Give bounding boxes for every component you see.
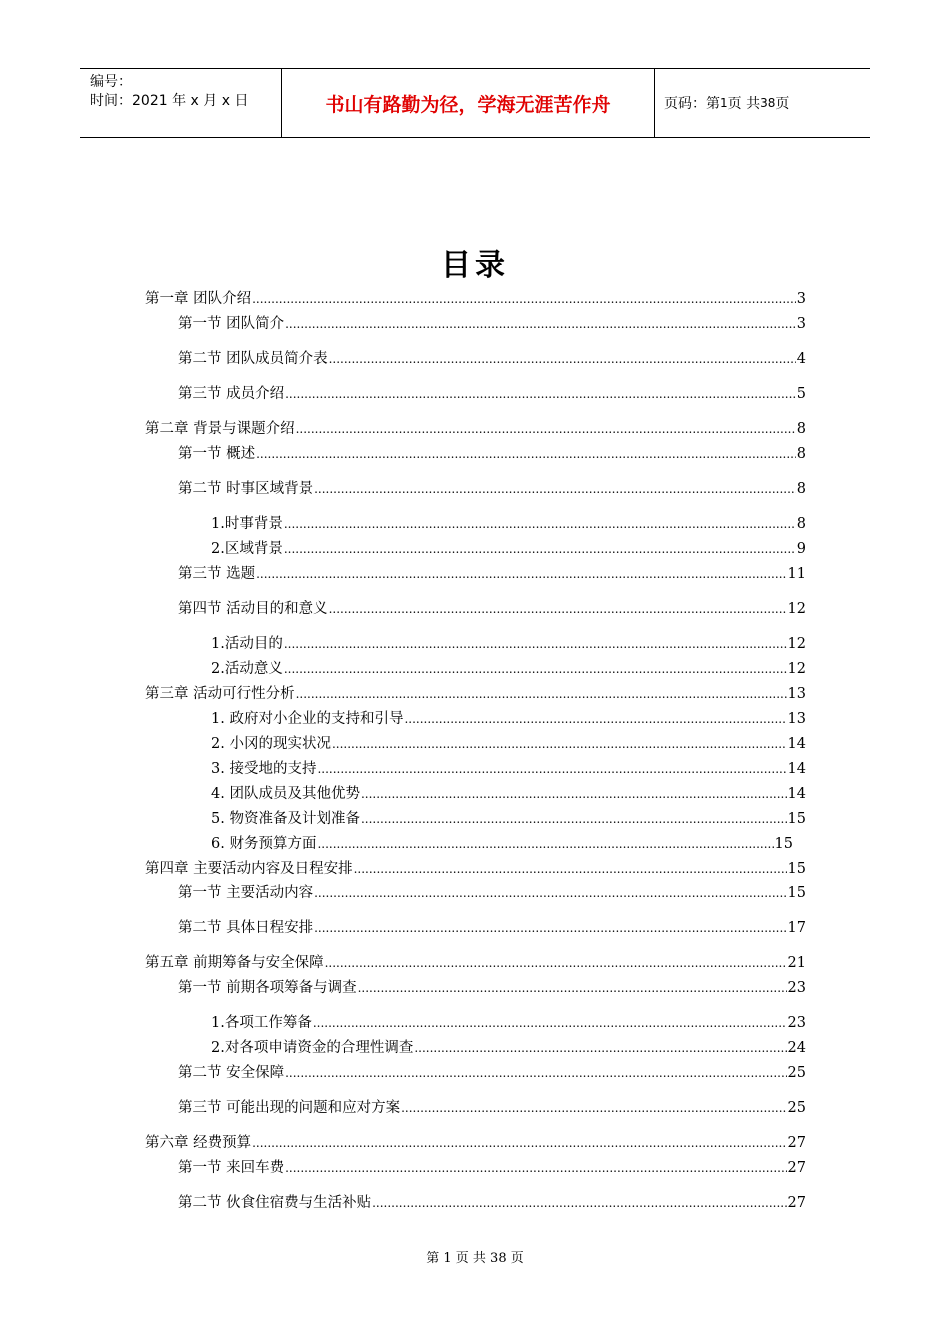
- toc-entry[interactable]: [178, 1156, 806, 1176]
- toc-entry-page: 14: [787, 736, 806, 752]
- toc-entry[interactable]: [145, 857, 806, 877]
- toc-leader: [329, 601, 787, 617]
- toc-entry-page: 14: [787, 761, 806, 777]
- toc-entry[interactable]: [211, 782, 806, 802]
- toc-leader: [401, 1100, 786, 1116]
- toc-entry-page: 11: [787, 566, 806, 582]
- toc-entry[interactable]: [211, 707, 806, 727]
- toc-entry-label: 第四节 活动目的和意义: [178, 601, 328, 617]
- toc-leader: [317, 761, 786, 777]
- toc-entry-page: 8: [796, 516, 806, 532]
- toc-entry[interactable]: [178, 1061, 806, 1081]
- toc-leader: [372, 1195, 786, 1211]
- toc-entry[interactable]: [178, 597, 806, 617]
- toc-entry-label: 第一章 团队介绍: [145, 291, 252, 307]
- toc-leader: [285, 316, 796, 332]
- toc-entry[interactable]: [211, 512, 806, 532]
- toc-leader: [285, 1160, 786, 1176]
- toc-entry-page: 8: [796, 446, 806, 462]
- toc-leader: [284, 636, 787, 652]
- toc-entry-label: 1.时事背景: [211, 516, 283, 532]
- toc-entry-page: 15: [787, 811, 806, 827]
- toc-leader: [285, 386, 796, 402]
- doc-time-label: 时间：2021 年 x 月 x 日: [90, 93, 249, 109]
- toc-entry-label: 第三节 成员介绍: [178, 386, 285, 402]
- toc-entry[interactable]: [178, 976, 806, 996]
- toc-leader: [317, 836, 773, 852]
- toc-entry-label: 第五章 前期筹备与安全保障: [145, 955, 324, 971]
- toc-entry[interactable]: [211, 1011, 806, 1031]
- header-page-info: [654, 69, 870, 137]
- toc-leader: [361, 786, 787, 802]
- toc-leader: [325, 955, 787, 971]
- page-info-suffix: 页: [775, 96, 790, 112]
- toc-entry-page: 27: [787, 1135, 806, 1151]
- toc-leader: [284, 661, 787, 677]
- toc-entry[interactable]: [145, 1131, 806, 1151]
- toc-entry-page: 12: [787, 661, 806, 677]
- toc-leader: [252, 291, 796, 307]
- toc-entry[interactable]: [178, 1096, 806, 1116]
- toc-entry-label: 第三节 可能出现的问题和应对方案: [178, 1100, 401, 1116]
- toc-entry[interactable]: [211, 807, 806, 827]
- toc-leader: [314, 920, 786, 936]
- toc-leader: [256, 446, 796, 462]
- toc-entry-page: 3: [796, 316, 806, 332]
- toc-entry-label: 2.活动意义: [211, 661, 283, 677]
- toc-leader: [332, 736, 787, 752]
- toc-entry[interactable]: [145, 682, 806, 702]
- toc-entry[interactable]: [145, 951, 806, 971]
- toc-leader: [285, 1065, 786, 1081]
- header-motto: 书山有路勤为径，学海无涯苦作舟: [282, 69, 655, 137]
- toc-leader: [284, 516, 796, 532]
- toc-entry[interactable]: [145, 287, 806, 307]
- toc-entry-label: 5. 物资准备及计划准备: [211, 811, 360, 827]
- toc-entry-label: 第一节 团队简介: [178, 316, 285, 332]
- toc-entry-label: 第一节 概述: [178, 446, 256, 462]
- toc-leader: [414, 1040, 786, 1056]
- toc-entry-page: 25: [787, 1100, 806, 1116]
- toc-entry-label: 第一节 前期各项筹备与调查: [178, 980, 357, 996]
- toc-leader: [358, 980, 787, 996]
- page-info-mid: 页 共: [727, 96, 761, 112]
- toc-entry-label: 第二章 背景与课题介绍: [145, 421, 295, 437]
- page-info-total: 38: [760, 96, 776, 110]
- toc-leader: [314, 481, 796, 497]
- toc-entry-page: 13: [787, 686, 806, 702]
- toc-entry-label: 第三章 活动可行性分析: [145, 686, 295, 702]
- toc-entry-page: 12: [787, 636, 806, 652]
- toc-entry[interactable]: [178, 562, 806, 582]
- toc-entry[interactable]: [211, 657, 806, 677]
- toc-entry-page: 25: [787, 1065, 806, 1081]
- toc-entry-page: 15: [787, 885, 806, 901]
- toc-entry-label: 3. 接受地的支持: [211, 761, 317, 777]
- toc-entry[interactable]: [211, 632, 806, 652]
- page-title: 目录: [441, 248, 509, 283]
- toc-entry-label: 1.各项工作筹备: [211, 1015, 312, 1031]
- toc-entry-label: 第六章 经费预算: [145, 1135, 252, 1151]
- toc-entry-label: 第二节 时事区域背景: [178, 481, 314, 497]
- toc-entry-page: 23: [787, 980, 806, 996]
- toc-entry-label: 第二节 具体日程安排: [178, 920, 314, 936]
- toc-entry-label: 第三节 选题: [178, 566, 256, 582]
- toc-entry-label: 1. 政府对小企业的支持和引导: [211, 711, 404, 727]
- toc-entry-label: 1.活动目的: [211, 636, 283, 652]
- page-info-current: 1: [720, 96, 728, 110]
- toc-entry[interactable]: [178, 1191, 806, 1211]
- toc-leader: [354, 861, 787, 877]
- toc-entry-label: 第二节 伙食住宿费与生活补贴: [178, 1195, 372, 1211]
- toc-entry-page: 13: [787, 711, 806, 727]
- toc-entry-label: 第四章 主要活动内容及日程安排: [145, 861, 353, 877]
- toc-leader: [252, 1135, 786, 1151]
- toc-entry-page: 3: [796, 291, 806, 307]
- toc-leader: [404, 711, 786, 727]
- toc-entry[interactable]: [178, 312, 806, 332]
- toc-entry[interactable]: [178, 881, 806, 901]
- toc-entry-page: 23: [787, 1015, 806, 1031]
- toc-entry-page: 8: [796, 481, 806, 497]
- toc-entry[interactable]: [178, 382, 806, 402]
- toc-leader: [284, 541, 796, 557]
- toc-leader: [256, 566, 786, 582]
- toc-entry-page: 8: [796, 421, 806, 437]
- toc-leader: [296, 686, 787, 702]
- toc-entry-page: 27: [787, 1160, 806, 1176]
- toc-entry-page: 15: [774, 836, 793, 852]
- doc-number-label: 编号：: [90, 74, 132, 90]
- toc-entry-label: 2.区域背景: [211, 541, 283, 557]
- toc-entry[interactable]: [178, 477, 806, 497]
- toc-entry-label: 第二节 团队成员简介表: [178, 351, 328, 367]
- toc-entry-label: 6. 财务预算方面: [211, 836, 317, 852]
- toc-entry-label: 第一节 主要活动内容: [178, 885, 314, 901]
- toc-entry-label: 第二节 安全保障: [178, 1065, 285, 1081]
- toc-entry-label: 2. 小冈的现实状况: [211, 736, 331, 752]
- page-footer: 第 1 页 共 38 页: [426, 1251, 524, 1266]
- toc-leader: [329, 351, 796, 367]
- toc-entry-label: 2.对各项申请资金的合理性调查: [211, 1040, 414, 1056]
- toc-entry[interactable]: [145, 417, 806, 437]
- toc-entry[interactable]: [178, 916, 806, 936]
- toc-entry[interactable]: [211, 757, 806, 777]
- toc-entry-page: 14: [787, 786, 806, 802]
- toc-leader: [314, 885, 786, 901]
- toc-entry[interactable]: [178, 442, 806, 462]
- toc-entry[interactable]: [211, 1036, 806, 1056]
- toc-entry-label: 第一节 来回车费: [178, 1160, 285, 1176]
- toc-entry-page: 9: [796, 541, 806, 557]
- toc-entry[interactable]: [211, 537, 806, 557]
- toc-entry-page: 24: [787, 1040, 806, 1056]
- toc-entry[interactable]: [211, 832, 793, 852]
- header-meta: [80, 69, 282, 137]
- toc-entry[interactable]: [211, 732, 806, 752]
- toc-leader: [361, 811, 787, 827]
- page-info-prefix: 页码：第: [664, 96, 720, 112]
- toc-entry-page: 4: [796, 351, 806, 367]
- toc-leader: [296, 421, 796, 437]
- toc-entry-page: 5: [796, 386, 806, 402]
- toc-entry-page: 17: [787, 920, 806, 936]
- toc-entry-page: 12: [787, 601, 806, 617]
- toc-leader: [313, 1015, 787, 1031]
- toc-entry-label: 4. 团队成员及其他优势: [211, 786, 360, 802]
- toc-entry-page: 21: [787, 955, 806, 971]
- page-header: [80, 68, 870, 138]
- toc-entry[interactable]: [178, 347, 806, 367]
- toc-entry-page: 27: [787, 1195, 806, 1211]
- toc-entry-page: 15: [787, 861, 806, 877]
